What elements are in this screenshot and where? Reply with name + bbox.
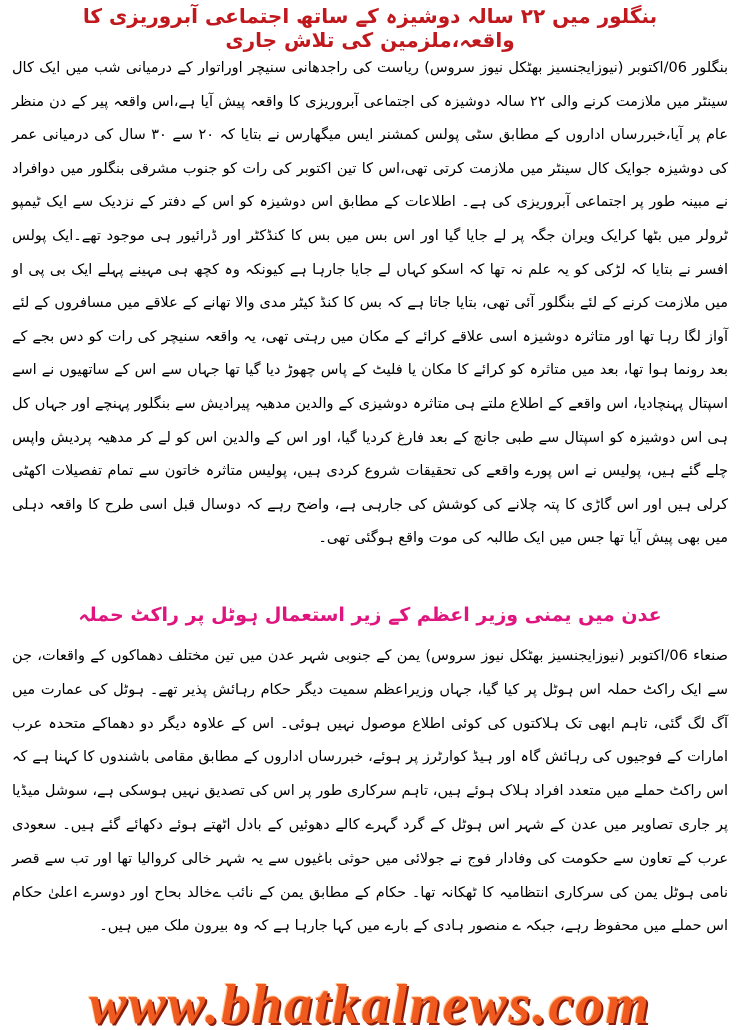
article-1-headline: بنگلور میں ۲۲ سالہ دوشیزہ کے ساتھ اجتماعی آبروریزی کا واقعہ،ملزمین کی تلاش جاری bbox=[82, 4, 658, 52]
article-2-body: صنعاء 06/اکتوبر (نیوزایجنسیز بھٹکل نیوز سروس) یمن کے جنوبی شہر عدن میں تین مختلف دھماکوں کے واقعات، جن سے ایک راکٹ حملہ اس ہوٹل پر کیا گیا، جہاں وزیراعظم سمیت دیگر حکام رہائش پذیر تھے۔ ہوٹل کی عمارت میں آگ لگ گئی، تاہم ابھی تک ہلاکتوں کی کوئی اطلاع موصول نہیں ہوئی۔ اس کے علاوہ دیگر دو دھماکے متحدہ عرب امارات کے فوجیوں کی رہائش گاہ اور ہیڈ کوارٹرز پر ہوئے، خبررساں اداروں کے مطابق مقامی باشندوں کا کہنا ہے کہ اس راکٹ حملے میں متعدد افراد ہلاک ہوئے ہیں، تاہم سرکاری طور پر اس کی تصدیق نہیں ہوسکی ہے، سوشل میڈیا پر جاری تصاویر میں عدن کے شہر اس ہوٹل کے گرد گہرے کالے دھوئیں کے بادل اٹھتے ہوئے دکھائے گئے ہیں۔ سعودی عرب کے تعاون سے حکومت کی وفادار فوج نے جولائی میں حوثی باغیوں سے یہ شہر خالی کروالیا تھا اور تب سے قصر نامی ہوٹل یمن کی سرکاری انتظامیہ کا ٹھکانہ تھا۔ حکام کے مطابق یمن کے نائب ےخالد بحاح اور دوسرے اعلیٰ حکام اس حملے میں محفوظ رہے، جبکہ ے منصور ہادی کے بارے میں کہا جارہا ہے کہ وہ بیرون ملک میں ہیں۔ bbox=[12, 648, 728, 935]
article-2-headline: عدن میں یمنی وزیر اعظم کے زیر استعمال ہوٹل پر راکٹ حملہ bbox=[78, 604, 662, 626]
site-brand-banner bbox=[0, 980, 740, 1030]
article-1-body: بنگلور 06/اکتوبر (نیوزایجنسیز بھٹکل نیوز سروس) ریاست کی راجدھانی سنیچر اوراتوار کے درمیانی شب میں ایک کال سینٹر میں ملازمت کرنے والی ۲۲ سالہ دوشیزہ کی اجتماعی آبروریزی کا واقعہ پیش آیا ہے،اس واقعہ پیر کے دن منظر عام پر آیا،خبررساں اداروں کے مطابق سٹی پولس کمشنر ایس میگھارس نے بتایا کہ ۲۰ سے ۳۰ سال کی درمیانی عمر کی دوشیزہ جوایک کال سینٹر میں ملازمت کرتی تھی،اس کا تین اکتوبر کی رات کو جنوب مشرقی بنگلور میں دوافراد نے مبینہ طور پر اجتماعی آبروریزی کی ہے۔ اطلاعات کے مطابق اس دوشیزہ کو اس کے دفتر کے نزدیک سے ایک ٹیمپو ٹرولر میں بٹھا کرایک ویران جگہ پر لے جایا گیا اور اس بس میں بس کا کنڈکٹر اور ڈرائیور ہی موجود تھے۔ایک پولس افسر نے بتایا کہ لڑکی کو یہ علم نہ تھا کہ اسکو کہاں لے جایا جارہا ہے کیونکہ وہ کچھ ہی مہینے پہلے ایک بی پی او میں ملازمت کرنے کے لئے بنگلور آئی تھی، بتایا جاتا ہے کہ بس کا کنڈ کیٹر مدی والا تھانے کے علاقے میں مسافروں کے لئے آواز لگا رہا تھا اور متاثرہ دوشیزہ اسی علاقے کرائے کے مکان میں رہتی تھی، یہ واقعہ سنیچر کی رات کو دس بجے کے بعد رونما ہوا تھا، بعد میں متاثرہ کو کرائے کا مکان یا فلیٹ کے پاس چھوڑ دیا گیا تھا جہاں سے اس کے ساتھیوں نے اسے اسپتال پہنچادیا، اس واقعے کے اطلاع ملتے ہی متاثرہ دوشیزی کے والدین مدھیہ پیرادیش سے بنگلور پہنچے اور جہاں کل ہی اس دوشیزہ کو اسپتال سے طبی جانچ کے بعد فارغ کردیا گیا، اور اس کے والدین اس کو لے کر مدھیہ پردیش واپس چلے گئے ہیں، پولیس نے اس پورے واقعے کی تحقیقات شروع کردی ہیں، پولیس متاثرہ خاتون سے تمام تفصیلات اکھٹی کرلی ہیں اور اس گاڑی کا پتہ چلانے کی کوشش کی جارہی ہے، واضح رہے کہ دوسال قبل اسی طرح کا واقعہ دہلی میں بھی پیش آیا تھا جس میں ایک طالبہ کی موت واقع ہوگئی تھی۔ bbox=[12, 60, 728, 547]
site-brand-text: www.bhatkalnews.com bbox=[89, 980, 651, 1030]
